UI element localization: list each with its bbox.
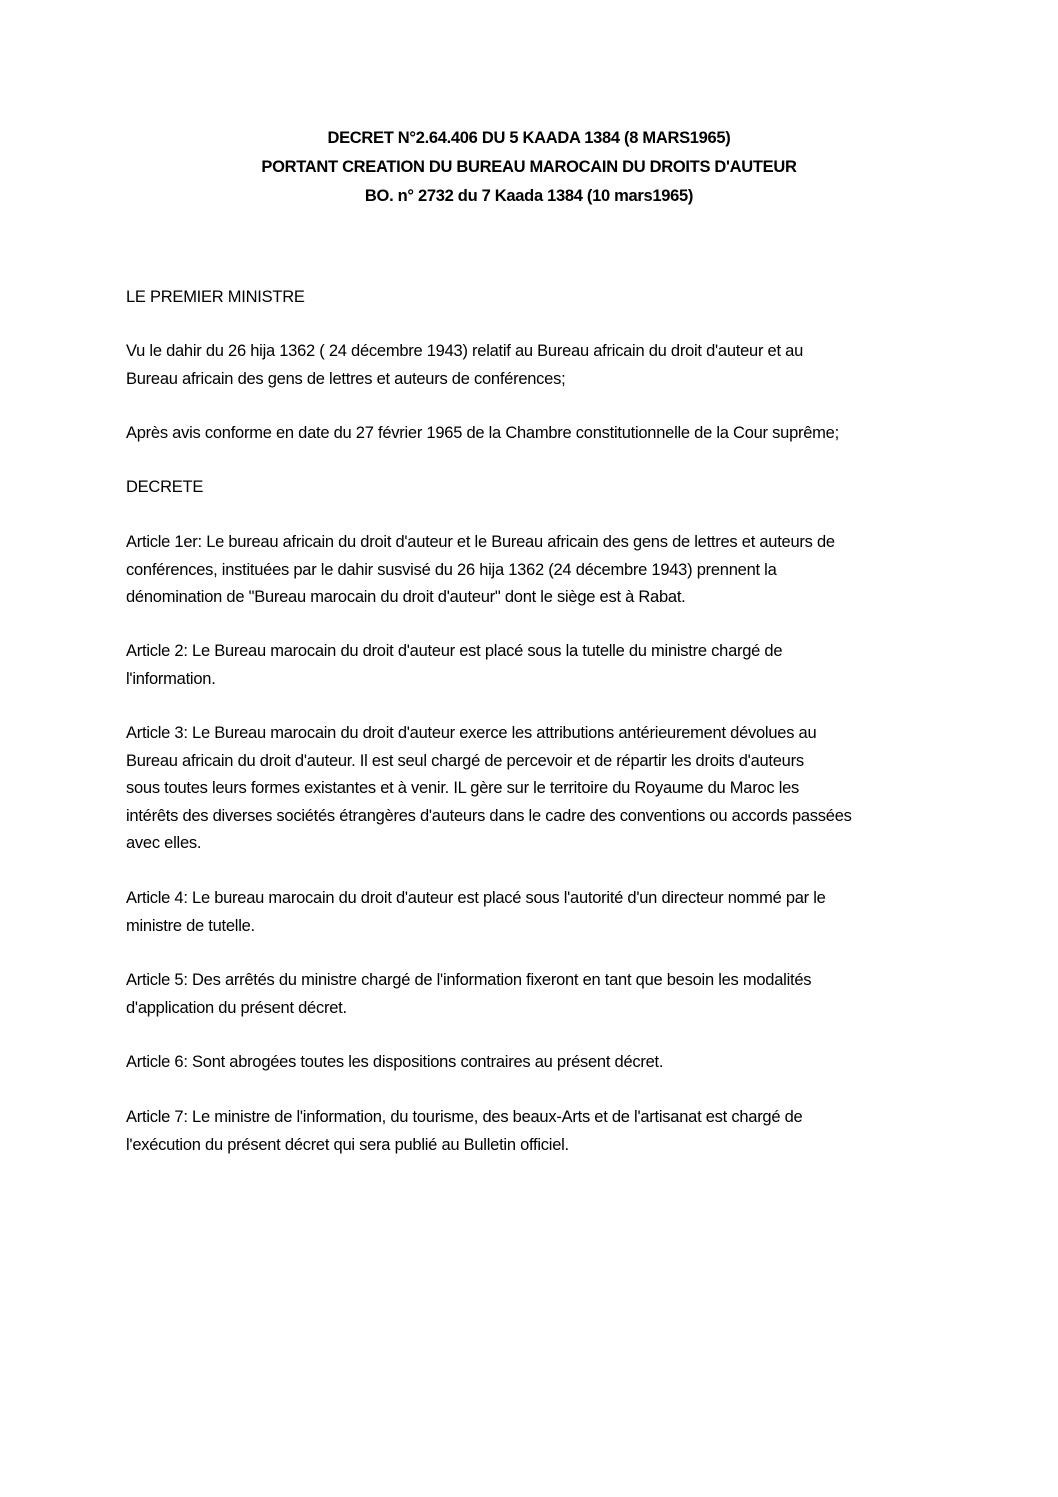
article-line: conférences, instituées par le dahir susvisé du 26 hija 1362 (24 décembre 1943) prennent la xyxy=(126,560,777,579)
decree-title: DECRET N°2.64.406 DU 5 KAADA 1384 (8 MARS1965) xyxy=(327,129,731,147)
article-line: avec elles. xyxy=(126,834,202,852)
vu-paragraph xyxy=(126,338,938,393)
authority-heading: LE PREMIER MINISTRE xyxy=(126,288,305,306)
article-line: l'exécution du présent décret qui sera publié au Bulletin officiel. xyxy=(126,1135,569,1154)
article-2 xyxy=(126,638,938,693)
article-line: l'information. xyxy=(126,669,216,688)
article-line: intérêts des diverses sociétés étrangères d'auteurs dans le cadre des conventions ou accords passées xyxy=(126,806,852,825)
bulletin-reference: BO. n° 2732 du 7 Kaada 1384 (10 mars1965) xyxy=(364,187,694,205)
article-line: d'application du présent décret. xyxy=(126,998,347,1017)
article-line: Article 4: Le bureau marocain du droit d'auteur est placé sous l'autorité d'un directeur nommé par le xyxy=(126,889,826,907)
decrete-heading: DECRETE xyxy=(126,478,204,496)
article-line: sous toutes leurs formes existantes et à venir. IL gère sur le territoire du Royaume du Maroc les xyxy=(126,779,800,797)
article-line: dénomination de "Bureau marocain du droit d'auteur" dont le siège est à Rabat. xyxy=(126,588,686,606)
article-4 xyxy=(126,885,938,940)
article-line: Bureau africain du droit d'auteur. Il est seul chargé de percevoir et de répartir les droits d'auteurs xyxy=(126,751,804,770)
article-1 xyxy=(126,529,938,612)
article-line: Article 3: Le Bureau marocain du droit d'auteur exerce les attributions antérieurement dévolues au xyxy=(126,724,817,742)
vu-line: Vu le dahir du 26 hija 1362 ( 24 décembre 1943) relatif au Bureau africain du droit d'auteur et au xyxy=(126,342,803,360)
article-3 xyxy=(126,720,938,858)
article-line: Article 2: Le Bureau marocain du droit d'auteur est placé sous la tutelle du ministre chargé de xyxy=(126,642,783,660)
article-7 xyxy=(126,1104,938,1159)
decree-subtitle: PORTANT CREATION DU BUREAU MAROCAIN DU DROITS D'AUTEUR xyxy=(261,158,797,176)
article-line: Article 5: Des arrêtés du ministre chargé de l'information fixeront en tant que besoin les modalités xyxy=(126,971,812,989)
article-5 xyxy=(126,967,938,1022)
apres-paragraph: Après avis conforme en date du 27 février 1965 de la Chambre constitutionnelle de la Cour suprême; xyxy=(126,424,839,442)
article-line: Article 7: Le ministre de l'information, du tourisme, des beaux-Arts et de l'artisanat est chargé de xyxy=(126,1108,803,1126)
article-line: Article 1er: Le bureau africain du droit d'auteur et le Bureau africain des gens de lettres et auteurs de xyxy=(126,533,835,551)
article-line: Article 6: Sont abrogées toutes les dispositions contraires au présent décret. xyxy=(126,1053,664,1071)
vu-line: Bureau africain des gens de lettres et auteurs de conférences; xyxy=(126,369,566,388)
decree-title-block xyxy=(0,124,1058,211)
article-line: ministre de tutelle. xyxy=(126,916,255,935)
article-6 xyxy=(126,1049,938,1077)
